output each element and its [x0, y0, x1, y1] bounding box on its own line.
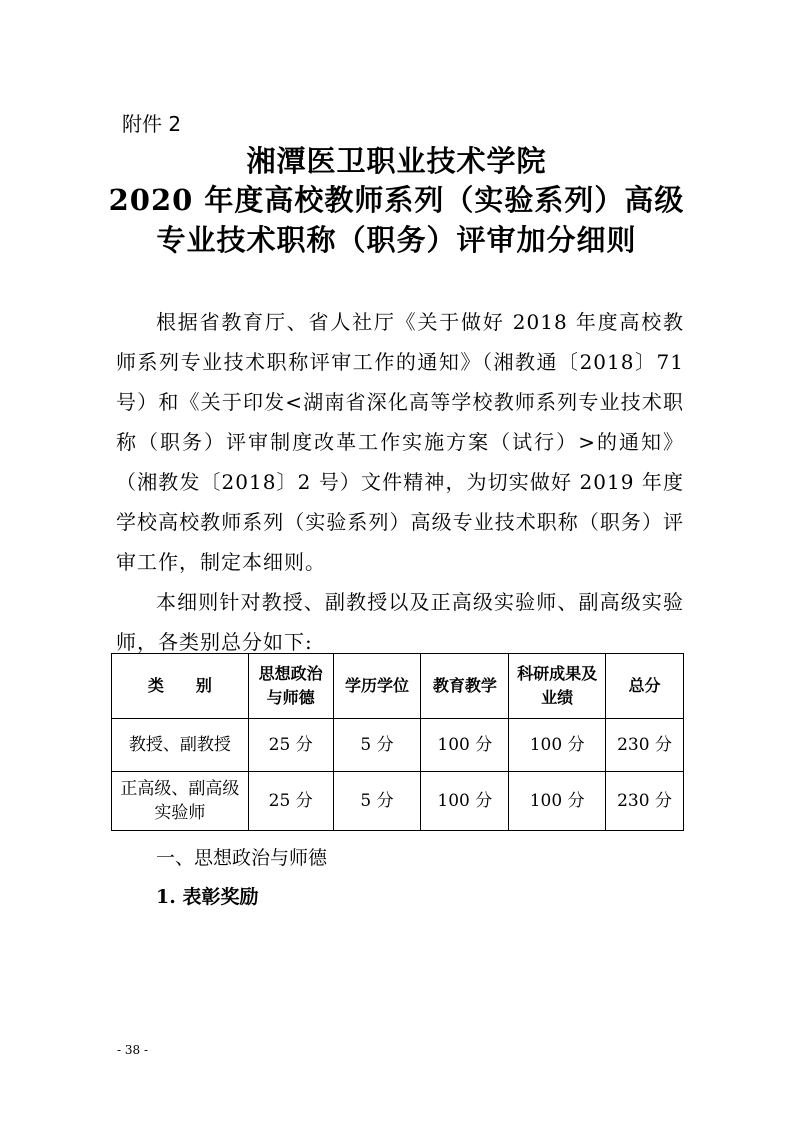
subsection-heading: 1. 表彰奖励	[156, 886, 259, 908]
header-teaching: 教育教学	[421, 654, 509, 719]
table-row	[112, 772, 684, 831]
page-number: - 38 -	[117, 1043, 149, 1057]
cell-politics-score: 25 分	[248, 719, 333, 772]
cell-total-score: 230 分	[606, 772, 684, 831]
cell-category: 教授、副教授	[112, 719, 249, 772]
header-education-degree: 学历学位	[333, 654, 421, 719]
header-category: 类 别	[112, 654, 249, 719]
header-research: 科研成果及业绩	[509, 654, 606, 719]
document-title-line-2: 2020 年度高校教师系列（实验系列）高级	[108, 183, 685, 217]
document-title-line-1: 湘潭医卫职业技术学院	[246, 144, 547, 178]
cell-politics-score: 25 分	[248, 772, 333, 831]
cell-total-score: 230 分	[606, 719, 684, 772]
cell-degree-score: 5 分	[333, 719, 421, 772]
cell-degree-score: 5 分	[333, 772, 421, 831]
cell-research-score: 100 分	[509, 719, 606, 772]
scope-paragraph: 本细则针对教授、副教授以及正高级实验师、副高级实验师，各类别总分如下:	[116, 590, 684, 654]
intro-paragraph: 根据省教育厅、省人社厅《关于做好 2018 年度高校教师系列专业技术职称评审工作的通知》（湘教通〔2018〕71 号）和《关于印发<湖南省深化高等学校教师系列专业技术职称（职务）评审制度改革工作实施方案（试行）>的通知》（湘教发〔2018〕2 号）文件精神，为切实做好 2019 年度学校高校教师系列（实验系列）高级专业技术职称（职务）评审工作，制定本细则。	[116, 310, 684, 574]
cell-research-score: 100 分	[509, 772, 606, 831]
table-row	[112, 719, 684, 772]
cell-teaching-score: 100 分	[421, 772, 509, 831]
cell-teaching-score: 100 分	[421, 719, 509, 772]
header-total: 总分	[606, 654, 684, 719]
cell-category: 正高级、副高级实验师	[112, 772, 249, 831]
table-header-row	[112, 654, 684, 719]
section-heading: 一、思想政治与师德	[156, 847, 328, 869]
attachment-label: 附件 2	[122, 112, 182, 136]
document-title-line-3: 专业技术职称（职务）评审加分细则	[156, 223, 637, 257]
score-category-table	[111, 653, 684, 831]
header-politics-ethics: 思想政治与师德	[248, 654, 333, 719]
